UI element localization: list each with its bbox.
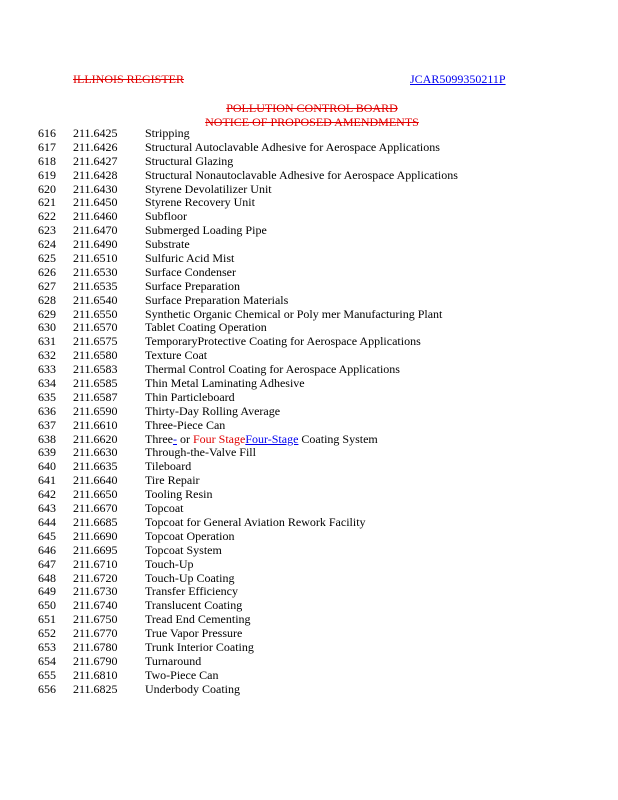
section-number: 211.6570	[73, 320, 118, 335]
line-number: 653	[38, 639, 56, 654]
list-item	[0, 683, 618, 697]
agency-title: POLLUTION CONTROL BOARD	[226, 101, 398, 115]
definitions-list	[0, 127, 618, 697]
term-name: Touch-Up Coating	[145, 570, 235, 585]
section-number: 211.6640	[73, 473, 118, 488]
term-name: Thin Particleboard	[145, 389, 235, 404]
list-item	[0, 183, 618, 197]
section-number: 211.6650	[73, 487, 118, 502]
section-number: 211.6425	[73, 126, 118, 140]
line-number: 646	[38, 542, 56, 557]
term-name: Through-the-Valve Fill	[145, 445, 256, 460]
list-item	[0, 669, 618, 683]
section-number: 211.6587	[73, 389, 118, 404]
line-number: 632	[38, 348, 56, 363]
section-number: 211.6530	[73, 264, 118, 279]
document-id-link[interactable]: JCAR5099350211P	[410, 72, 506, 86]
term-name: Sulfuric Acid Mist	[145, 251, 235, 266]
term-part: or	[176, 431, 193, 446]
line-number: 654	[38, 653, 56, 668]
section-number: 211.6428	[73, 167, 118, 182]
line-number: 648	[38, 570, 56, 585]
line-number: 636	[38, 403, 56, 418]
list-item	[0, 169, 618, 183]
line-number: 638	[38, 431, 56, 446]
section-number: 211.6630	[73, 445, 118, 460]
term-name: Tileboard	[145, 459, 192, 474]
list-item	[0, 238, 618, 252]
term-name: Topcoat Operation	[145, 528, 235, 543]
line-number: 628	[38, 292, 56, 307]
list-item	[0, 280, 618, 294]
list-item	[0, 127, 618, 141]
list-item	[0, 141, 618, 155]
line-number: 652	[38, 626, 56, 641]
term-name: True Vapor Pressure	[145, 626, 243, 641]
term-name: Surface Preparation	[145, 278, 240, 293]
list-item	[0, 488, 618, 502]
section-number: 211.6825	[73, 681, 118, 696]
list-item	[0, 558, 618, 572]
list-item	[0, 308, 618, 322]
term-name: Styrene Recovery Unit	[145, 195, 255, 210]
line-number: 629	[38, 306, 56, 321]
line-number: 624	[38, 237, 56, 252]
section-number: 211.6460	[73, 209, 118, 224]
list-item	[0, 294, 618, 308]
notice-title: NOTICE OF PROPOSED AMENDMENTS	[205, 115, 419, 129]
term-name: Submerged Loading Pipe	[145, 223, 267, 238]
term-part: Three	[145, 431, 173, 446]
term-name: Tire Repair	[145, 473, 200, 488]
section-number: 211.6730	[73, 584, 118, 599]
line-number: 619	[38, 167, 56, 182]
list-item	[0, 530, 618, 544]
term-name: Two-Piece Can	[145, 667, 219, 682]
term-name: Subfloor	[145, 209, 187, 224]
term-name: Touch-Up	[145, 556, 194, 571]
term-name: TemporaryProtective Coating for Aerospace Applications	[145, 334, 421, 349]
line-number: 642	[38, 487, 56, 502]
term-name: Topcoat	[145, 501, 184, 516]
list-item	[0, 544, 618, 558]
list-item	[0, 321, 618, 335]
list-item	[0, 460, 618, 474]
line-number: 626	[38, 264, 56, 279]
line-number: 631	[38, 334, 56, 349]
section-number: 211.6790	[73, 653, 118, 668]
term-name: Translucent Coating	[145, 598, 243, 613]
line-number: 639	[38, 445, 56, 460]
list-item	[0, 446, 618, 460]
list-item	[0, 655, 618, 669]
term-name: Turnaround	[145, 653, 202, 668]
line-number: 655	[38, 667, 56, 682]
section-number: 211.6580	[73, 348, 118, 363]
list-item	[0, 335, 618, 349]
list-item	[0, 196, 618, 210]
list-item	[0, 266, 618, 280]
section-number: 211.6535	[73, 278, 118, 293]
inserted-hyphen: -	[172, 431, 177, 446]
line-number: 644	[38, 514, 56, 529]
section-number: 211.6620	[73, 431, 118, 446]
term-name: Transfer Efficiency	[145, 584, 238, 599]
inserted-text	[173, 432, 193, 446]
section-number: 211.6583	[73, 362, 118, 377]
section-number: 211.6710	[73, 556, 118, 571]
line-number: 616	[38, 126, 56, 140]
term-name: Surface Preparation Materials	[145, 292, 289, 307]
list-item	[0, 224, 618, 238]
term-name: Thin Metal Laminating Adhesive	[145, 376, 305, 391]
section-number: 211.6426	[73, 139, 118, 154]
section-number: 211.6470	[73, 223, 118, 238]
list-item	[0, 599, 618, 613]
list-item	[0, 349, 618, 363]
line-number: 647	[38, 556, 56, 571]
line-number: 625	[38, 251, 56, 266]
line-number: 649	[38, 584, 56, 599]
section-number: 211.6690	[73, 528, 118, 543]
section-number: 211.6585	[73, 376, 118, 391]
term-name: Three-Piece Can	[145, 417, 226, 432]
list-item	[0, 391, 618, 405]
section-number: 211.6780	[73, 639, 118, 654]
list-item	[0, 641, 618, 655]
section-number: 211.6770	[73, 626, 118, 641]
line-number: 643	[38, 501, 56, 516]
line-number: 620	[38, 181, 56, 196]
list-item	[0, 474, 618, 488]
term-name: Synthetic Organic Chemical or Poly mer Manufacturing Plant	[145, 306, 443, 321]
section-number: 211.6720	[73, 570, 118, 585]
line-number: 633	[38, 362, 56, 377]
section-number: 211.6490	[73, 237, 118, 252]
term-name: Topcoat System	[145, 542, 222, 557]
section-number: 211.6550	[73, 306, 118, 321]
line-number: 637	[38, 417, 56, 432]
inserted-text: Four-Stage	[245, 431, 299, 446]
section-number: 211.6450	[73, 195, 118, 210]
term-name: Styrene Devolatilizer Unit	[145, 181, 272, 196]
line-number: 623	[38, 223, 56, 238]
term-name: Thermal Control Coating for Aerospace Applications	[145, 362, 400, 377]
section-number: 211.6610	[73, 417, 118, 432]
list-item	[0, 613, 618, 627]
register-title: ILLINOIS REGISTER	[73, 72, 184, 86]
list-item	[0, 627, 618, 641]
term-name: Surface Condenser	[145, 264, 236, 279]
section-number: 211.6810	[73, 667, 118, 682]
term-name: Structural Glazing	[145, 153, 234, 168]
section-number: 211.6695	[73, 542, 118, 557]
term-name: Texture Coat	[145, 348, 208, 363]
line-number: 656	[38, 681, 56, 696]
term-name: Topcoat for General Aviation Rework Facility	[145, 514, 366, 529]
term-name: Tooling Resin	[145, 487, 213, 502]
section-number: 211.6430	[73, 181, 118, 196]
deleted-text: Four Stage	[192, 431, 246, 446]
term-name: Tablet Coating Operation	[145, 320, 267, 335]
section-number: 211.6427	[73, 153, 118, 168]
line-number: 617	[38, 139, 56, 154]
section-number: 211.6510	[73, 251, 118, 266]
line-number: 622	[38, 209, 56, 224]
term-name: Underbody Coating	[145, 681, 240, 696]
list-item	[0, 572, 618, 586]
list-item	[0, 155, 618, 169]
term-name: Substrate	[145, 237, 190, 252]
list-item	[0, 585, 618, 599]
section-number: 211.6635	[73, 459, 118, 474]
list-item	[0, 516, 618, 530]
list-item	[0, 405, 618, 419]
section-number: 211.6575	[73, 334, 118, 349]
line-number: 641	[38, 473, 56, 488]
line-number: 651	[38, 612, 56, 627]
line-number: 645	[38, 528, 56, 543]
line-number: 618	[38, 153, 56, 168]
line-number: 640	[38, 459, 56, 474]
section-number: 211.6670	[73, 501, 118, 516]
term-name	[145, 433, 378, 447]
term-name: Structural Autoclavable Adhesive for Aerospace Applications	[145, 139, 440, 154]
line-number: 630	[38, 320, 56, 335]
term-name: Tread End Cementing	[145, 612, 251, 627]
section-number: 211.6750	[73, 612, 118, 627]
line-number: 634	[38, 376, 56, 391]
section-number: 211.6740	[73, 598, 118, 613]
term-name: Trunk Interior Coating	[145, 639, 254, 654]
list-item	[0, 210, 618, 224]
line-number: 621	[38, 195, 56, 210]
list-item	[0, 502, 618, 516]
line-number: 650	[38, 598, 56, 613]
section-number: 211.6685	[73, 514, 118, 529]
term-name: Structural Nonautoclavable Adhesive for Aerospace Applications	[145, 167, 458, 182]
term-name: Thirty-Day Rolling Average	[145, 403, 281, 418]
list-item	[0, 377, 618, 391]
list-item	[0, 363, 618, 377]
section-number: 211.6590	[73, 403, 118, 418]
term-part: Coating System	[298, 431, 378, 446]
list-item	[0, 419, 618, 433]
list-item	[0, 433, 618, 447]
section-number: 211.6540	[73, 292, 118, 307]
list-item	[0, 252, 618, 266]
line-number: 635	[38, 389, 56, 404]
line-number: 627	[38, 278, 56, 293]
term-name: Stripping	[145, 126, 190, 140]
